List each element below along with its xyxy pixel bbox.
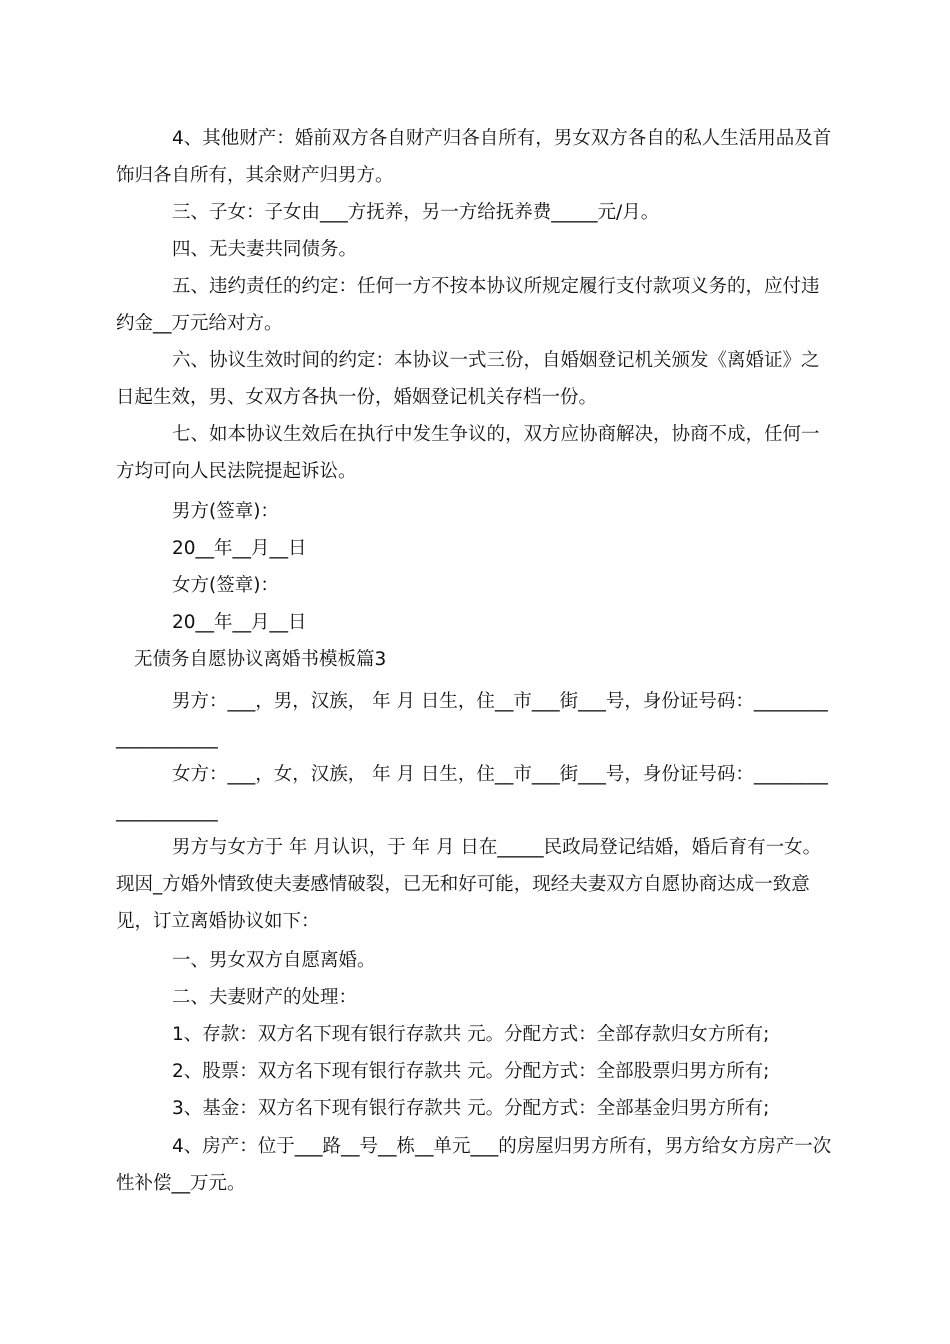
- party-female-info: 女方：___，女，汉族， 年 月 日生，住__市___街___号，身份证号码：___________________: [116, 764, 828, 822]
- section-title: 无债务自愿协议离婚书模板篇3: [134, 649, 387, 670]
- clause-dispute-resolution: 七、如本协议生效后在执行中发生争议的，双方应协商解决，协商不成，任何一方均可向人民法院提起诉讼。: [116, 424, 820, 482]
- signature-male: 男方(签章)：: [172, 501, 279, 522]
- signature-female: 女方(签章)：: [172, 575, 279, 596]
- clause-voluntary-divorce: 一、男女双方自愿离婚。: [172, 950, 376, 971]
- clause-effective-date: 六、协议生效时间的约定：本协议一式三份，自婚姻登记机关颁发《离婚证》之日起生效，男、女双方各执一份，婚姻登记机关存档一份。: [116, 350, 820, 408]
- clause-no-debts: 四、无夫妻共同债务。: [172, 239, 358, 260]
- clause-breach-liability: 五、违约责任的约定：任何一方不按本协议所规定履行支付款项义务的，应付违约金__万元给对方。: [116, 276, 820, 334]
- item-deposits: 1、存款：双方名下现有银行存款共 元。分配方式：全部存款归女方所有;: [172, 1024, 770, 1045]
- clause-children: 三、子女：子女由___方抚养，另一方给抚养费_____元/月。: [172, 202, 660, 223]
- marriage-background: 男方与女方于 年 月认识，于 年 月 日在_____民政局登记结婚，婚后育有一女。现因_方婚外情致使夫妻感情破裂，已无和好可能，现经夫妻双方自愿协商达成一致意见，订立离婚协议如下：: [116, 837, 822, 932]
- item-real-estate: 4、房产：位于___路__号__栋__单元___的房屋归男方所有，男方给女方房产一次性补偿__万元。: [116, 1136, 832, 1194]
- clause-other-property: 4、其他财产：婚前双方各自财产归各自所有，男女双方各自的私人生活用品及首饰归各自所有，其余财产归男方。: [116, 128, 832, 186]
- item-funds: 3、基金：双方名下现有银行存款共 元。分配方式：全部基金归男方所有;: [172, 1098, 770, 1119]
- party-male-info: 男方：___，男，汉族， 年 月 日生，住__市___街___号，身份证号码：___________________: [116, 691, 828, 749]
- item-stocks: 2、股票：双方名下现有银行存款共 元。分配方式：全部股票归男方所有;: [172, 1061, 770, 1082]
- clause-property-division: 二、夫妻财产的处理：: [172, 987, 358, 1008]
- signature-male-date: 20__年__月__日: [172, 538, 307, 559]
- signature-female-date: 20__年__月__日: [172, 612, 307, 633]
